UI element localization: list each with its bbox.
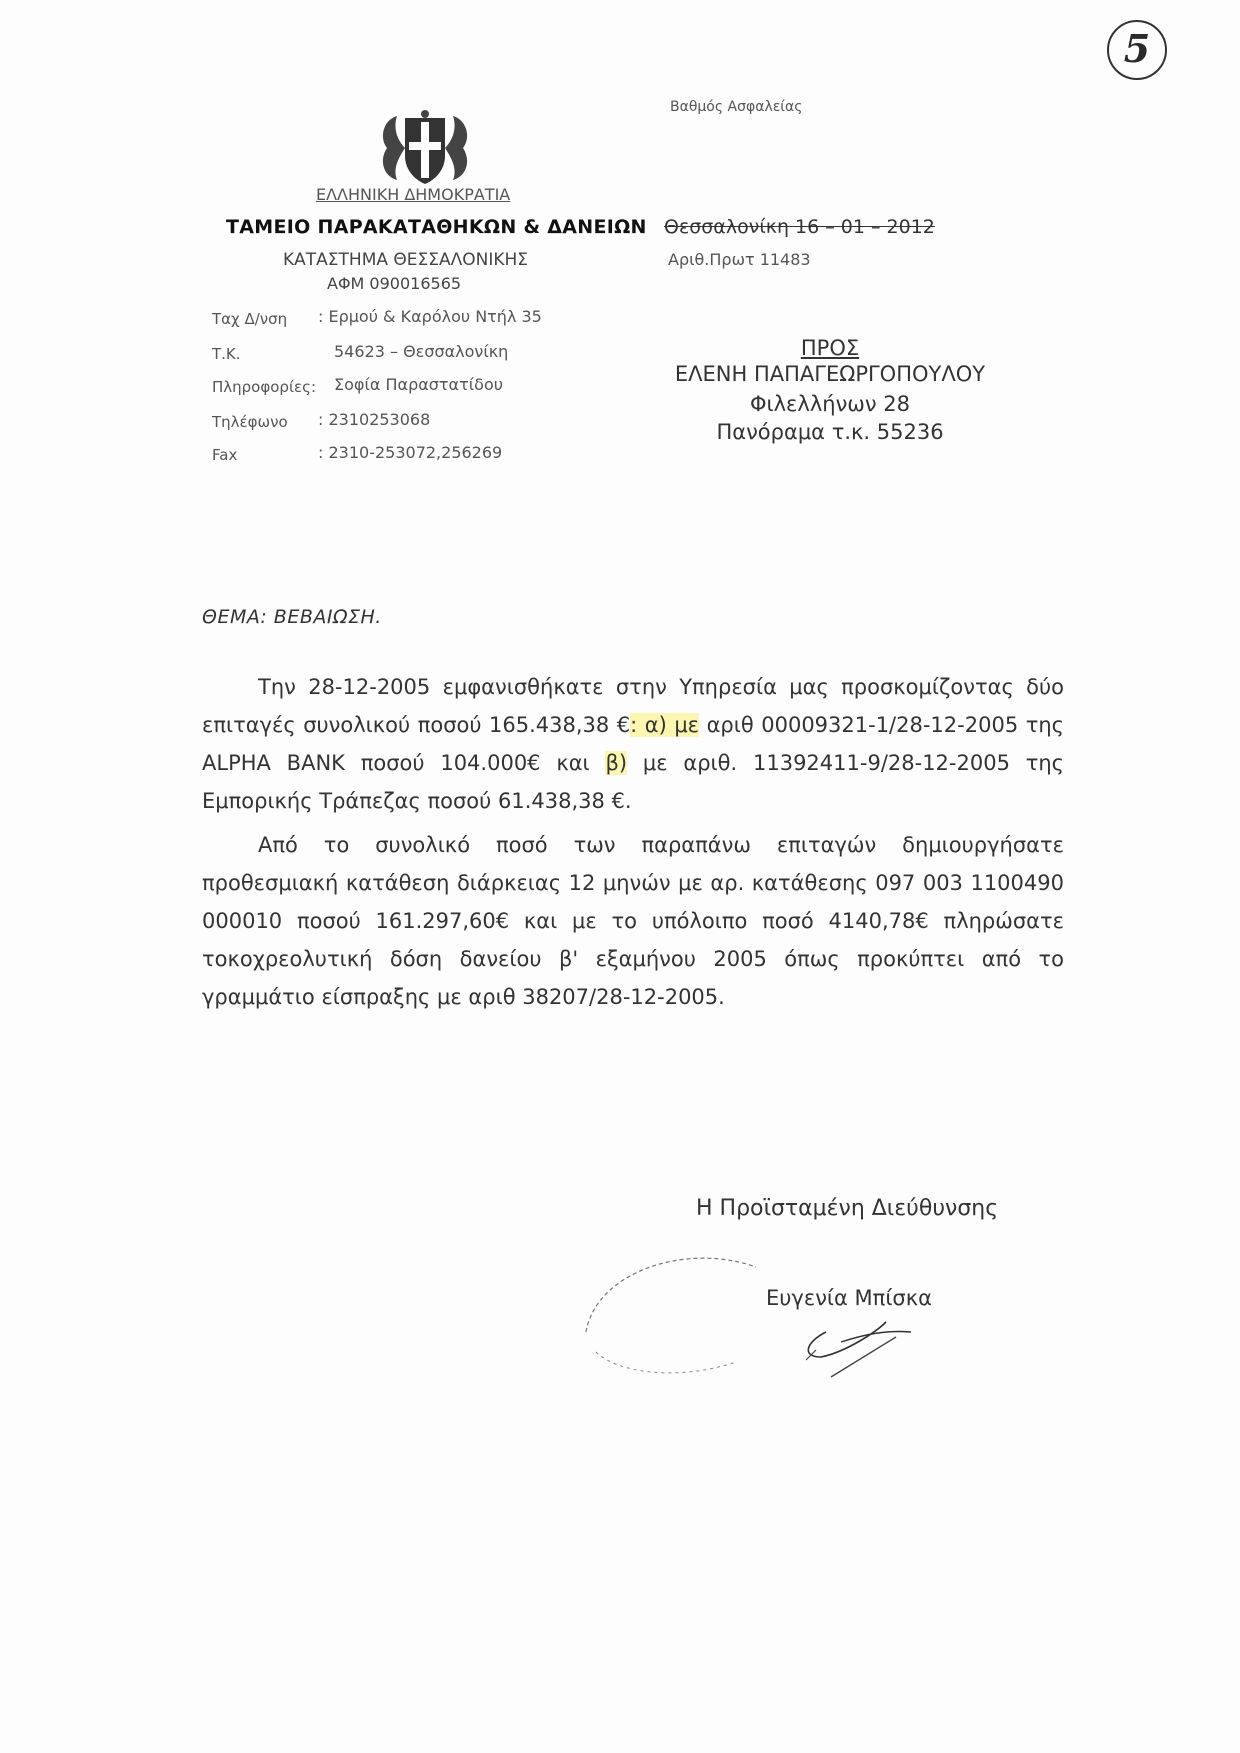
fax-label: Fax [212,446,238,464]
letter-body [202,668,1064,1016]
highlight-a: : α) με [630,713,700,737]
date-line: Θεσσαλονίκη 16 – 01 – 2012 [664,216,935,238]
recipient-city: Πανόραμα τ.κ. 55236 [716,420,944,444]
recipient-address: Φιλελλήνων 28 [749,392,911,416]
phone-label: Τηλέφωνο [212,413,288,431]
paragraph-2: Από το συνολικό ποσό των παραπάνω επιταγών δημιουργήσατε προθεσμιακή κατάθεση διάρκειας 12 μηνών με αρ. κατάθεσης 097 003 1100490 000010 ποσού 161.297,60€ και με το υπόλοιπο ποσό 4140,78€ πληρώσατε τοκοχρεολυτική δόση δανείου β' εξαμήνου 2005 όπως προκύπτει από το γραμμάτιο είσπραξης με αριθ 38207/28-12-2005. [202,833,1064,1009]
subject-line: ΘΕΜΑ: ΒΕΒΑΙΩΣΗ. [202,606,382,628]
information-value: Σοφία Παραστατίδου [334,375,503,394]
recipient-heading: ΠΡΟΣ [800,336,860,360]
signatory-name: Ευγενία Μπίσκα [766,1286,932,1310]
state-name: ΕΛΛΗΝΙΚΗ ΔΗΜΟΚΡΑΤΙΑ [316,185,511,204]
signatory-title: Η Προϊσταμένη Διεύθυνσης [696,1196,999,1221]
highlight-b: β) [605,751,628,775]
afm-number: ΑΦΜ 090016565 [327,274,462,293]
postal-code-label: Τ.Κ. [212,345,241,363]
address-label: Ταχ Δ/νση [212,310,288,328]
organization-name: ΤΑΜΕΙΟ ΠΑΡΑΚΑΤΑΘΗΚΩΝ & ΔΑΝΕΙΩΝ [226,216,647,238]
branch-name: ΚΑΤΑΣΤΗΜΑ ΘΕΣΣΑΛΟΝΙΚΗΣ [283,250,529,270]
phone-value: : 2310253068 [318,410,431,429]
postal-code-value: 54623 – Θεσσαλονίκη [334,342,509,361]
coat-of-arms-emblem [375,108,475,188]
recipient-name: ΕΛΕΝΗ ΠΑΠΑΓΕΩΡΓΟΠΟΥΛΟΥ [674,362,986,386]
paragraph-1: Την 28-12-2005 εμφανισθήκατε στην Υπηρεσία μας προσκομίζοντας δύο επιταγές συνολικού ποσού 165.438,38 €: α) με αριθ 00009321-1/28-12-2005 της ALPHA BANK ποσού 104.000€ και β) με αριθ. 11392411-9/28-12-2005 της Εμπορικής Τράπεζας ποσού 61.438,38 €. [202,675,1065,813]
page-number: 5 [1107,20,1167,80]
protocol-number: Αριθ.Πρωτ 11483 [668,250,811,269]
address-value: : Ερμού & Καρόλου Ντήλ 35 [318,307,542,326]
fax-value: : 2310-253072,256269 [318,443,503,462]
official-stamp-and-signature [576,1232,996,1392]
classification-label: Βαθμός Ασφαλείας [670,99,803,115]
information-label: Πληροφορίες: [212,378,316,396]
